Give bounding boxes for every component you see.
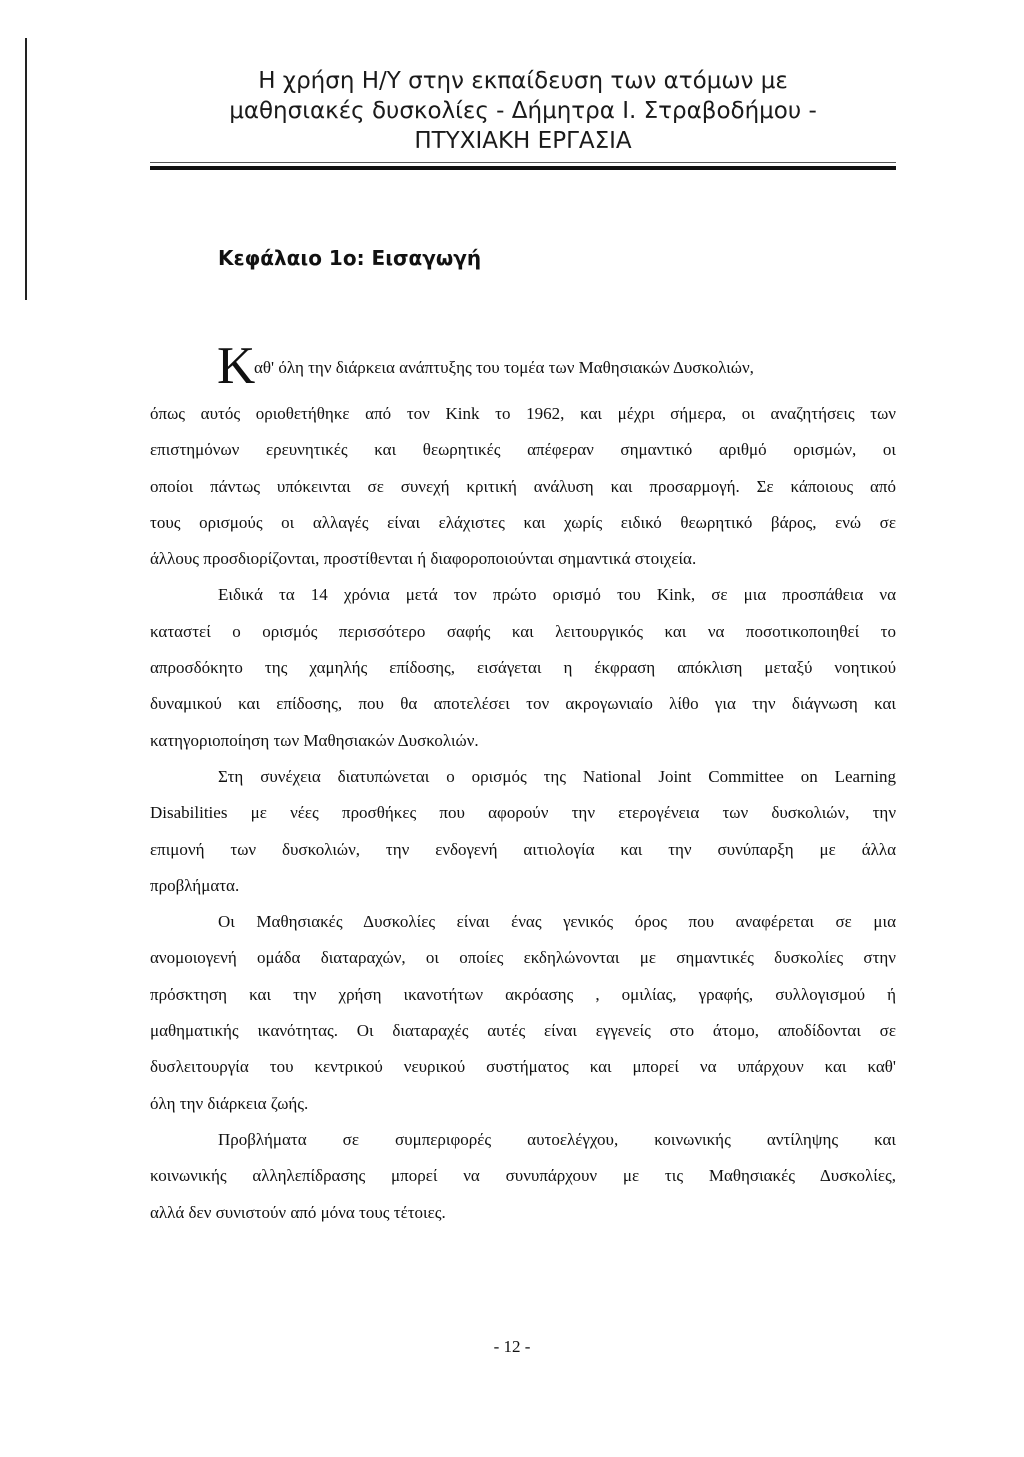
body-line: Ειδικά τα 14 χρόνια μετά τον πρώτο ορισμό του Kink, σε μια προσπάθεια να bbox=[218, 585, 896, 605]
body-line: επιμονή των δυσκολιών, την ενδογενή αιτιολογία και την συνύπαρξη με άλλα bbox=[150, 839, 896, 859]
body-line: Στη συνέχεια διατυπώνεται ο ορισμός της National Joint Committee on Learning bbox=[218, 766, 896, 786]
body-line: τους ορισμούς οι αλλαγές είναι ελάχιστες και χωρίς ειδικό θεωρητικό βάρος, ενώ σε bbox=[150, 512, 896, 532]
body-line: απροσδόκητο της χαμηλής επίδοσης, εισάγεται η έκφραση απόκλιση μεταξύ νοητικού bbox=[150, 658, 896, 678]
page-number: - 12 - bbox=[493, 1337, 531, 1356]
body-line: Οι Μαθησιακές Δυσκολίες είναι ένας γενικός όρος που αναφέρεται σε μια bbox=[218, 912, 896, 932]
body-line: μαθηματικής ικανότητας. Οι διαταραχές αυτές είναι εγγενείς στο άτομο, αποδίδονται σε bbox=[150, 1021, 896, 1041]
header-line: Η χρήση Η/Υ στην εκπαίδευση των ατόμων με bbox=[258, 68, 788, 94]
body-line: κατηγοριοποίηση των Μαθησιακών Δυσκολιών. bbox=[150, 730, 479, 750]
header-line: μαθησιακές δυσκολίες - Δήμητρα Ι. Στραβοδήμου - bbox=[229, 98, 817, 124]
body-line: αλλά δεν συνιστούν από μόνα τους τέτοιες. bbox=[150, 1202, 446, 1222]
body-line: δυναμικού και επίδοσης, που θα αποτελέσει τον ακρογωνιαίο λίθο για την διάγνωση και bbox=[150, 694, 896, 714]
chapter-title: Κεφάλαιο 1ο: Εισαγωγή bbox=[218, 246, 482, 270]
body-text bbox=[150, 337, 896, 1231]
body-line: οποίοι πάντως υπόκεινται σε συνεχή κριτική ανάλυση και προσαρμογή. Σε κάποιους από bbox=[150, 476, 896, 496]
body-line: καταστεί ο ορισμός περισσότερο σαφής και λειτουργικός και να ποσοτικοποιηθεί το bbox=[150, 621, 896, 641]
body-line: όλη την διάρκεια ζωής. bbox=[150, 1093, 309, 1113]
left-margin-rule bbox=[25, 38, 27, 300]
body-line: δυσλειτουργία του κεντρικού νευρικού συστήματος και μπορεί να υπάρχουν και καθ' bbox=[150, 1057, 896, 1077]
drop-cap: Κ bbox=[217, 337, 256, 395]
body-line: επιστημόνων ερευνητικές και θεωρητικές απέφεραν σημαντικό αριθμό ορισμών, οι bbox=[150, 440, 896, 460]
header-rule-thin bbox=[150, 162, 896, 163]
header-rule bbox=[150, 166, 896, 170]
body-line: όπως αυτός οριοθετήθηκε από τον Kink το 1962, και μέχρι σήμερα, οι αναζητήσεις των bbox=[150, 404, 896, 423]
body-line: προβλήματα. bbox=[150, 875, 240, 895]
body-line: αθ' όλη την διάρκεια ανάπτυξης του τομέα των Μαθησιακών Δυσκολιών, bbox=[254, 358, 754, 377]
header-line: ΠΤΥΧΙΑΚΗ ΕΡΓΑΣΙΑ bbox=[414, 128, 632, 154]
body-line: Προβλήματα σε συμπεριφορές αυτοελέγχου, κοινωνικής αντίληψης και bbox=[218, 1129, 896, 1149]
body-line: κοινωνικής αλληλεπίδρασης μπορεί να συνυπάρχουν με τις Μαθησιακές Δυσκολίες, bbox=[150, 1166, 896, 1186]
body-line: Disabilities με νέες προσθήκες που αφορούν την ετερογένεια των δυσκολιών, την bbox=[150, 803, 896, 823]
body-line: ανομοιογενή ομάδα διαταραχών, οι οποίες εκδηλώνονται με σημαντικές δυσκολίες στην bbox=[150, 948, 896, 968]
running-header bbox=[150, 66, 896, 156]
body-line: άλλους προσδιορίζονται, προστίθενται ή διαφοροποιούνται σημαντικά στοιχεία. bbox=[150, 549, 697, 569]
body-line: πρόσκτηση και την χρήση ικανοτήτων ακρόασης , ομιλίας, γραφής, συλλογισμού ή bbox=[150, 984, 896, 1004]
